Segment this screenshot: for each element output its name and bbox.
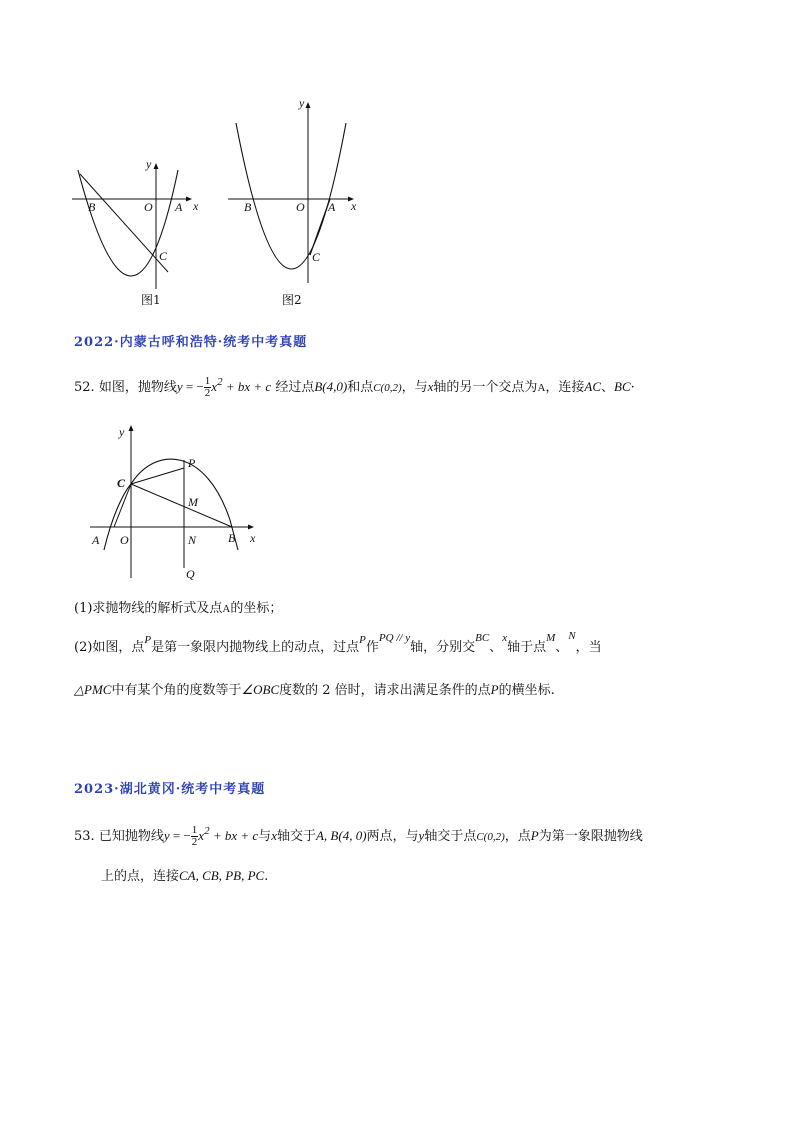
point-m: M — [546, 632, 556, 644]
pq-parallel-y: PQ // y — [378, 632, 411, 644]
angle-obc: ∠OBC — [241, 682, 280, 697]
text: 两点，与 — [366, 829, 419, 844]
points-a-b: A, B(4, 0) — [315, 828, 367, 843]
text: 是第一象限内抛物线上的动点，过点 — [151, 640, 360, 655]
label-x: x — [250, 531, 256, 545]
problem-52-source: 2022·内蒙古呼和浩特·统考中考真题 — [74, 335, 308, 350]
text: 与 — [258, 829, 272, 844]
figure-1-caption: 图1 — [141, 293, 161, 307]
point-n: N — [568, 630, 576, 642]
point-c: C(0,2) — [373, 382, 402, 394]
text: 、 — [601, 380, 615, 395]
label-b: B — [244, 200, 252, 214]
text: · — [630, 380, 635, 395]
var-p: P — [359, 634, 366, 646]
figure-2-caption: 图2 — [282, 293, 302, 307]
problem-number: 52. — [74, 380, 95, 395]
text: 如图，抛物线 — [98, 380, 177, 395]
label-q: Q — [186, 567, 195, 581]
label-o: O — [120, 533, 129, 547]
text: ，当 — [575, 640, 602, 655]
eq-exponent: 2 — [204, 825, 210, 837]
eq-x: x — [198, 828, 205, 843]
segment-bc: BC — [475, 632, 490, 644]
problem-52-graph — [86, 420, 266, 585]
var-y: y — [418, 828, 425, 843]
y-axis-arrow — [306, 102, 311, 108]
fraction-denominator: 2 — [191, 836, 198, 848]
label-c: C — [117, 476, 126, 490]
label-c: C — [159, 249, 168, 263]
problem-52-figure — [86, 420, 266, 585]
triangle-pmc: △PMC — [74, 682, 112, 697]
segment-bc: BC — [614, 379, 631, 394]
eq-equals: = − — [169, 828, 191, 843]
problem-number: 53. — [74, 829, 95, 844]
figure-2-graph — [224, 95, 364, 285]
text: 上的点，连接 — [101, 869, 180, 884]
fraction-denominator: 2 — [204, 387, 211, 399]
text: (1)求抛物线的解析式及点 — [74, 601, 223, 616]
label-m: M — [188, 495, 198, 509]
label-a: A — [92, 533, 100, 547]
line-bc — [80, 174, 168, 272]
text: ，点 — [504, 829, 531, 844]
text: 已知抛物线 — [98, 829, 164, 844]
text: 度数的 2 倍时，请求出满足条件的点 — [279, 683, 491, 698]
fraction-numerator: 1 — [191, 824, 198, 836]
text: 轴的另一个交点为 — [433, 380, 538, 395]
y-axis-arrow — [154, 163, 159, 169]
label-y: y — [119, 425, 125, 439]
label-o: O — [144, 200, 153, 214]
segments: CA, CB, PB, PC — [179, 868, 265, 883]
text: (2)如图，点 — [74, 640, 145, 655]
eq-exponent: 2 — [217, 376, 223, 388]
point-b: B(4,0) — [314, 379, 348, 394]
segment-ac — [114, 484, 131, 527]
eq-x: x — [211, 379, 218, 394]
text: . — [264, 869, 269, 884]
text: 轴交于点 — [424, 829, 477, 844]
text: 作 — [365, 640, 379, 655]
point-a: A — [222, 603, 231, 615]
var-p: P — [490, 682, 499, 697]
label-y: y — [299, 96, 305, 110]
figure-2 — [224, 95, 364, 285]
problem-53-statement-line-2 — [101, 866, 268, 887]
label-p: P — [188, 456, 196, 470]
label-c: C — [312, 250, 321, 264]
var-x: x — [502, 632, 508, 644]
point-a: A — [537, 382, 546, 394]
label-x: x — [351, 199, 357, 213]
label-b: B — [88, 200, 96, 214]
var-x: x — [271, 828, 277, 843]
figure-1-graph — [66, 152, 206, 292]
text: 经过点 — [275, 380, 315, 395]
problem-53-source: 2023·湖北黄冈·统考中考真题 — [74, 782, 266, 797]
problem-52-question-2-line-2 — [74, 680, 555, 701]
x-axis-arrow — [248, 525, 254, 530]
label-n: N — [188, 533, 197, 547]
text: 的横坐标. — [498, 683, 555, 698]
segment-cp — [131, 468, 184, 484]
label-a: A — [175, 200, 183, 214]
segment-ac: AC — [584, 379, 602, 394]
eq-rest: + bx + c — [222, 379, 272, 394]
text: 的坐标； — [230, 601, 283, 616]
eq-equals: = − — [182, 379, 204, 394]
text: 轴，分别交 — [410, 640, 476, 655]
text: 轴交于 — [276, 829, 316, 844]
fraction-numerator: 1 — [204, 375, 211, 387]
problem-52-question-2-line-1 — [74, 630, 602, 658]
y-axis-arrow — [129, 425, 134, 431]
problem-53-statement-line-1 — [74, 825, 643, 848]
figure-1 — [66, 152, 206, 292]
problem-52-statement — [74, 376, 635, 399]
text: 为第一象限抛物线 — [538, 829, 643, 844]
text: ，连接 — [545, 380, 585, 395]
parabola — [236, 123, 346, 269]
label-o: O — [296, 200, 305, 214]
var-p: P — [144, 634, 152, 646]
problem-52-question-1 — [74, 599, 282, 619]
var-x: x — [427, 379, 434, 394]
text: 中有某个角的度数等于 — [111, 683, 242, 698]
text: 、 — [489, 640, 503, 655]
text: 和点 — [347, 380, 374, 395]
eq-rest: + bx + c — [209, 828, 259, 843]
eq-y: y — [163, 828, 170, 843]
line-ac — [310, 199, 330, 255]
text: 、 — [555, 640, 569, 655]
label-x: x — [193, 199, 199, 213]
label-b: B — [228, 531, 236, 545]
label-y: y — [146, 157, 152, 171]
text: 轴于点 — [507, 640, 547, 655]
var-p: P — [530, 828, 539, 843]
label-a: A — [328, 200, 336, 214]
x-axis-arrow — [186, 197, 192, 202]
text: ，与 — [401, 380, 428, 395]
eq-y: y — [176, 379, 183, 394]
point-c: C(0,2) — [476, 831, 505, 843]
